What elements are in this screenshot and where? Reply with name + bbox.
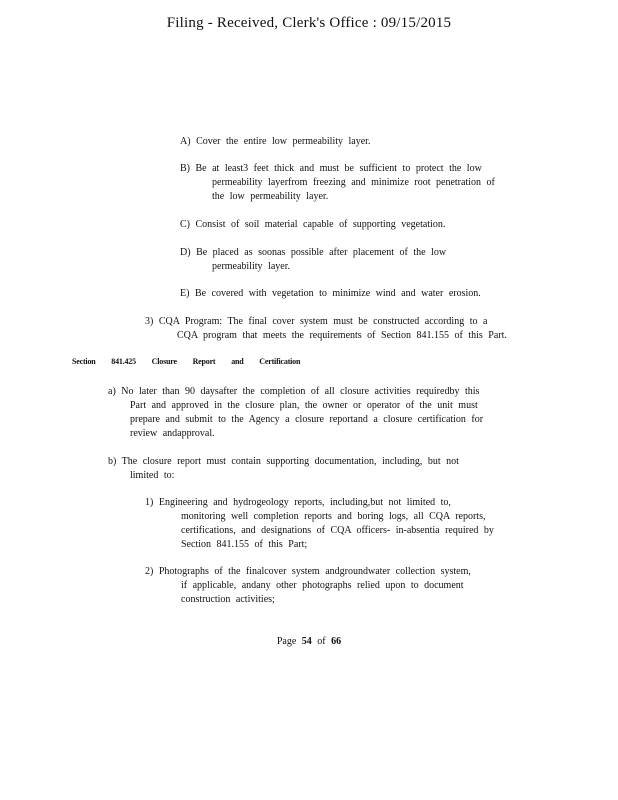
- subsection-b: [108, 455, 459, 483]
- page-of: of: [317, 636, 326, 647]
- item-label: a): [108, 386, 116, 397]
- report-item-1: [145, 496, 494, 552]
- item-line: No later than 90 daysafter the completion of all closure activities requiredby this: [121, 386, 480, 397]
- page-number: 54: [301, 636, 312, 647]
- item-line: The closure report must contain supporting documentation, including, but not: [121, 456, 459, 467]
- item-line: Part and approved in the closure plan, the owner or operator of the unit must: [130, 400, 478, 411]
- page-footer: [0, 636, 618, 647]
- list-item-c: [180, 218, 445, 232]
- item-line: if applicable, andany other photographs relied upon to document: [181, 580, 464, 591]
- item-line: certifications, and designations of CQA officers- in-absentia required by: [181, 525, 494, 536]
- item-line: the low permeability layer.: [212, 191, 329, 202]
- list-item-b: [180, 162, 495, 204]
- item-line: Be covered with vegetation to minimize wind and water erosion.: [194, 288, 481, 299]
- list-item-a: [180, 135, 370, 149]
- list-item-e: [180, 287, 481, 301]
- report-item-2: [145, 565, 471, 607]
- item-line: CQA program that meets the requirements of Section 841.155 of this Part.: [177, 330, 507, 341]
- page-total: 66: [331, 636, 342, 647]
- item-line: permeability layer.: [212, 261, 290, 272]
- item-line: monitoring well completion reports and boring logs, all CQA reports,: [181, 511, 486, 522]
- item-label: 3): [145, 316, 154, 327]
- item-line: review andapproval.: [130, 428, 215, 439]
- item-label: E): [180, 288, 190, 299]
- item-label: C): [180, 219, 190, 230]
- item-line: Photographs of the finalcover system andgroundwater collection system,: [158, 566, 471, 577]
- item-line: Section 841.155 of this Part;: [181, 539, 308, 550]
- item-line: Consist of soil material capable of supporting vegetation.: [195, 219, 446, 230]
- item-line: Be placed as soonas possible after placement of the low: [196, 247, 447, 258]
- item-line: Engineering and hydrogeology reports, including,but not limited to,: [158, 497, 451, 508]
- item-label: A): [180, 136, 191, 147]
- section-heading: Section 841.425 Closure Report and Certification: [72, 357, 301, 366]
- item-line: limited to:: [130, 470, 175, 481]
- item-label: 1): [145, 497, 154, 508]
- item-label: D): [180, 247, 191, 258]
- subsection-a: [108, 385, 483, 441]
- item-line: Cover the entire low permeability layer.: [196, 136, 371, 147]
- item-label: B): [180, 163, 190, 174]
- item-line: prepare and submit to the Agency a closure reportand a closure certification for: [130, 414, 484, 425]
- filing-header: Filing - Received, Clerk's Office : 09/15/2015: [166, 15, 452, 31]
- item-label: b): [108, 456, 117, 467]
- list-item-d: [180, 246, 446, 274]
- item-line: construction activities;: [181, 594, 275, 605]
- page-prefix: Page: [276, 636, 297, 647]
- item-label: 2): [145, 566, 154, 577]
- item-line: CQA Program: The final cover system must be constructed according to a: [158, 316, 488, 327]
- cqa-program-item: [145, 315, 507, 343]
- item-line: Be at least3 feet thick and must be sufficient to protect the low: [195, 163, 482, 174]
- item-line: permeability layerfrom freezing and minimize root penetration of: [212, 177, 495, 188]
